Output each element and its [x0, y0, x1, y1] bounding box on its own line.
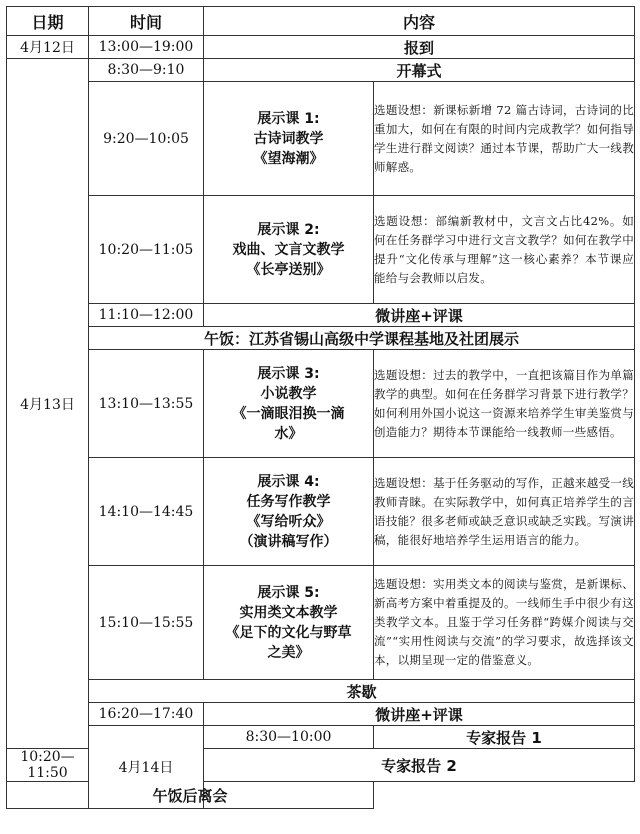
course-subtitle: （演讲稿写作） — [239, 533, 338, 550]
course-type: 古诗词教学 — [253, 130, 324, 147]
table-row-report1 — [7, 726, 635, 749]
course-title-cell — [204, 350, 374, 458]
course-text: 《望海潮》 — [253, 150, 324, 167]
course-text-cont: 水》 — [274, 425, 303, 442]
content-cell: 开幕式 — [204, 59, 635, 82]
table-row-lesson5 — [7, 566, 635, 680]
course-description: 选题设想：新课标新增 72 篇古诗词，古诗词的比重加大，如何在有限的时间内完成教学？如何指导学生进行群文阅读？通过本节课，帮助广大一线教师解惑。 — [374, 82, 635, 196]
header-content: 内容 — [204, 7, 635, 36]
course-text: 《足下的文化与野草 — [225, 624, 352, 641]
course-title-cell — [204, 82, 374, 196]
course-number: 展示课 2: — [257, 221, 320, 238]
course-text-cont: 之美》 — [267, 644, 310, 661]
course-description: 选题设想：部编新教材中，文言文占比42%。如何在任务群学习中进行文言文教学？如何在教学中提升“文化传承与理解”这一核心素养？本节课应能给与会教师以启发。 — [374, 196, 635, 304]
course-text: 《一滴眼泪换一滴 — [232, 405, 345, 422]
course-type: 小说教学 — [260, 385, 317, 402]
table-row-lunch — [7, 327, 635, 350]
course-number: 展示课 5: — [257, 584, 320, 601]
course-number: 展示课 3: — [257, 365, 320, 382]
time-cell: 15:10—15:55 — [89, 566, 204, 680]
time-cell: 16:20—17:40 — [89, 703, 204, 726]
date-cell-apr12: 4月12日 — [7, 36, 89, 59]
schedule-table — [6, 6, 635, 809]
course-description: 选题设想：基于任务驱动的写作，正越来越受一线教师青睐。在实际教学中，如何真正培养学生的言语技能？很多老师或缺乏意识或缺乏实践。写演讲稿，能很好地培养学生运用语言的能力。 — [374, 458, 635, 566]
course-description: 选题设想：过去的教学中，一直把该篇目作为单篇教学的典型。如何在任务群学习背景下进行教学？如何利用外国小说这一资源来培养学生审美鉴赏与创造能力？期待本节课能给一线教师一些感悟。 — [374, 350, 635, 458]
table-row-tea — [7, 680, 635, 703]
course-text: 《长亭送别》 — [246, 261, 331, 278]
content-cell: 专家报告 2 — [204, 749, 635, 782]
table-row-lesson3 — [7, 350, 635, 458]
course-text: 《写给听众》 — [246, 513, 331, 530]
time-cell: 10:20—11:05 — [89, 196, 204, 304]
date-cell-apr13: 4月13日 — [7, 59, 89, 749]
course-title-cell — [204, 566, 374, 680]
header-time: 时间 — [89, 7, 204, 36]
time-cell: 14:10—14:45 — [89, 458, 204, 566]
time-cell: 10:20—11:50 — [7, 749, 89, 782]
time-cell: 11:10—12:00 — [89, 304, 204, 327]
course-title-cell — [204, 196, 374, 304]
date-cell-apr14: 4月14日 — [89, 726, 204, 809]
header-row — [7, 7, 635, 36]
content-cell: 报到 — [204, 36, 635, 59]
table-row-lesson1 — [7, 82, 635, 196]
content-cell: 微讲座+评课 — [204, 703, 635, 726]
time-cell: 13:10—13:55 — [89, 350, 204, 458]
content-cell: 茶歇 — [89, 680, 635, 703]
time-cell: 9:20—10:05 — [89, 82, 204, 196]
course-description: 选题设想：实用类文本的阅读与鉴赏，是新课标、新高考方案中着重提及的。一线师生手中很少有这类教学文本。且鉴于学习任务群“跨媒介阅读与交流”“实用性阅读与交流”的学习要求，故选择该文本，以期呈现一定的借鉴意义。 — [374, 566, 635, 680]
content-cell: 专家报告 1 — [374, 726, 635, 749]
content-cell: 午饭后离会 — [7, 782, 374, 809]
time-cell: 8:30—10:00 — [204, 726, 374, 749]
table-row-talk2 — [7, 703, 635, 726]
course-number: 展示课 4: — [257, 473, 320, 490]
course-number: 展示课 1: — [257, 110, 320, 127]
table-row-lesson4 — [7, 458, 635, 566]
content-cell: 午饭：江苏省锡山高级中学课程基地及社团展示 — [89, 327, 635, 350]
header-date: 日期 — [7, 7, 89, 36]
course-title-cell — [204, 458, 374, 566]
content-cell: 微讲座+评课 — [204, 304, 635, 327]
time-cell: 13:00—19:00 — [89, 36, 204, 59]
table-row-farewell — [7, 782, 635, 809]
table-row-talk1 — [7, 304, 635, 327]
course-type: 戏曲、文言文教学 — [232, 241, 345, 258]
table-row-opening — [7, 59, 635, 82]
course-type: 任务写作教学 — [246, 493, 331, 510]
time-cell: 8:30—9:10 — [89, 59, 204, 82]
course-type: 实用类文本教学 — [239, 604, 338, 621]
table-row-registration — [7, 36, 635, 59]
table-row-lesson2 — [7, 196, 635, 304]
